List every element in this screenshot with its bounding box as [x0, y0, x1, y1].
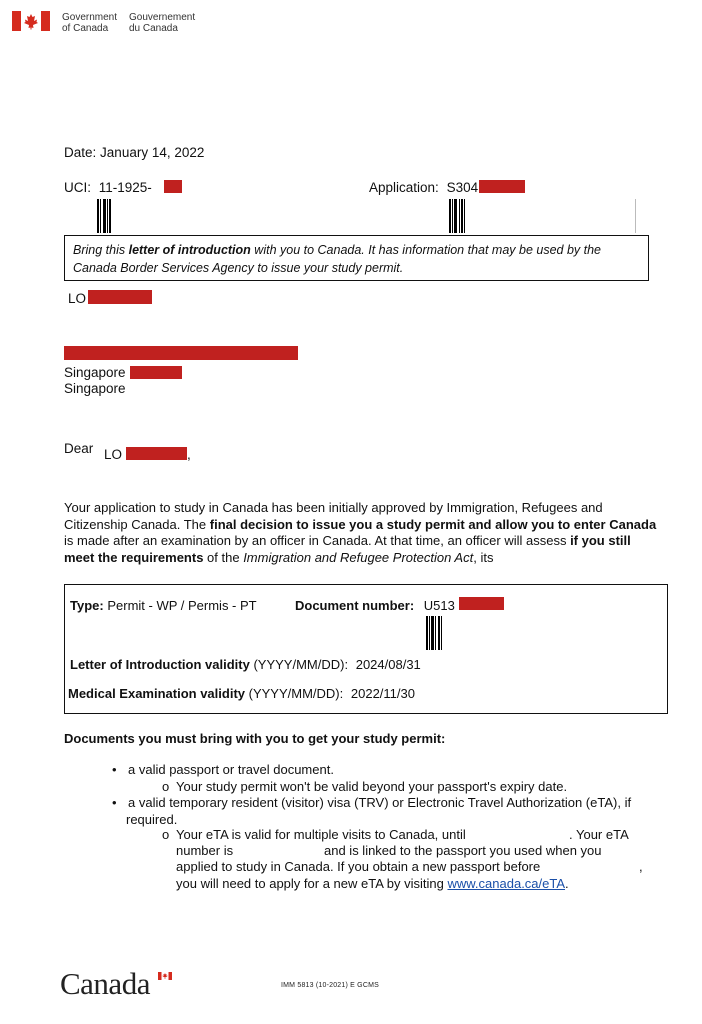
salutation: Dear: [64, 441, 94, 456]
type-line: [70, 597, 257, 614]
sub-2-line-2-a: number is: [176, 843, 234, 858]
date-line: [64, 144, 204, 161]
gov-en-wordmark: [62, 12, 117, 34]
notice-bold: letter of introduction: [128, 243, 251, 257]
para-text-1: Your application to study in Canada has been initially approved by Immigration, Refugees and Citizenship Canada. The: [64, 500, 603, 532]
gov-en-line2: of Canada: [62, 23, 109, 34]
med-label: Medical Examination validity: [68, 686, 245, 701]
notice-text-1: Bring this: [73, 243, 129, 257]
application-barcode: [449, 199, 465, 233]
uci-line: [64, 179, 152, 196]
gov-fr-wordmark: [129, 12, 195, 34]
bullet-2: a valid temporary resident (visitor) visa (TRV) or Electronic Travel Authorization (eTA), if required.: [126, 795, 632, 827]
wordmark-flag-icon: [158, 972, 172, 980]
redaction-application: [479, 180, 525, 193]
loi-label: Letter of Introduction validity: [70, 657, 250, 672]
docnum-line: [295, 597, 455, 614]
gov-fr-line1: Gouvernement: [129, 12, 196, 23]
gov-fr-line2: du Canada: [129, 23, 178, 34]
barcode-divider: [635, 199, 636, 233]
canada-flag-icon: [12, 11, 50, 31]
sub-2-line-3-b: ,: [639, 859, 643, 874]
date-label: Date:: [64, 145, 97, 160]
redaction-salutation: [126, 447, 187, 460]
canada-wordmark: Canada: [60, 966, 150, 1001]
sub-2-line-3-a: applied to study in Canada. If you obtain a new passport before: [176, 859, 541, 874]
sub-2-line-1-b: . Your eTA: [569, 827, 629, 842]
application-line: [369, 179, 478, 196]
bullet-icon-2: •: [112, 795, 117, 810]
type-value: Permit - WP / Permis - PT: [107, 598, 257, 613]
notice-line-2: Canada Border Services Agency to issue your study permit.: [73, 261, 404, 275]
docnum-barcode: [426, 616, 442, 650]
med-value: 2022/11/30: [350, 686, 415, 701]
documents-heading: Documents you must bring with you to get your study permit:: [64, 731, 446, 746]
loi-value: 2024/08/31: [355, 657, 421, 672]
para-bold-1: final decision to issue you a study permit and allow you to enter Canada: [209, 516, 657, 532]
medical-validity-line: [68, 685, 415, 702]
para-text-4: , its: [473, 549, 494, 565]
redaction-docnum: [459, 597, 504, 610]
med-format: (YYYY/MM/DD):: [248, 686, 344, 701]
bullet-icon-1: •: [112, 762, 117, 777]
redaction-address: [64, 346, 298, 360]
uci-label: UCI:: [64, 180, 91, 195]
salutation-name: LO: [104, 447, 123, 462]
application-label: Application:: [369, 180, 439, 195]
para-bold-2: if you still meet the requirements: [64, 533, 631, 565]
sub-2-line-1-a: Your eTA is valid for multiple visits to Canada, until: [176, 827, 466, 842]
docnum-value: U513: [423, 598, 455, 613]
address-country: Singapore: [64, 381, 126, 396]
redaction-name: [88, 290, 152, 304]
uci-barcode: [97, 199, 111, 233]
notice-text-2: with you to Canada. It has information that may be used by the: [250, 243, 602, 257]
para-text-2: is made after an examination by an officer in Canada. At that time, an officer will assess: [64, 533, 571, 548]
intro-paragraph: [64, 500, 664, 566]
notice-line-1: [73, 241, 640, 259]
bullet-1: a valid passport or travel document.: [128, 762, 334, 777]
type-label: Type:: [70, 598, 104, 613]
sub-bullet-icon-1: o: [162, 779, 170, 794]
address-city: Singapore: [64, 365, 126, 380]
redaction-postal: [130, 366, 182, 379]
notice-box: [64, 235, 649, 281]
uci-value: 11-1925-: [98, 180, 152, 195]
para-text-3: of the: [203, 549, 244, 565]
sub-bullet-icon-2: o: [162, 827, 170, 842]
loi-validity-line: [70, 656, 421, 673]
recipient-name: LO: [68, 291, 87, 306]
eta-link[interactable]: www.canada.ca/eTA: [447, 876, 566, 891]
application-value: S304: [446, 180, 479, 195]
sub-2-line-4-end: .: [565, 876, 569, 891]
para-italic: Immigration and Refugee Protection Act: [243, 549, 474, 565]
gov-en-line1: Government: [62, 12, 118, 23]
date-value: January 14, 2022: [100, 145, 205, 160]
sub-2-line-4: [176, 876, 569, 893]
sub-bullet-1: Your study permit won't be valid beyond your passport's expiry date.: [176, 779, 568, 794]
sub-2-line-4-text: you will need to apply for a new eTA by visiting: [176, 876, 444, 891]
loi-format: (YYYY/MM/DD):: [253, 657, 349, 672]
salutation-comma: ,: [187, 447, 191, 462]
form-code: IMM 5813 (10-2021) E GCMS: [281, 982, 379, 989]
redaction-uci: [164, 180, 182, 193]
docnum-label: Document number:: [295, 598, 415, 613]
sub-2-line-2-b: and is linked to the passport you used when you: [324, 843, 602, 858]
